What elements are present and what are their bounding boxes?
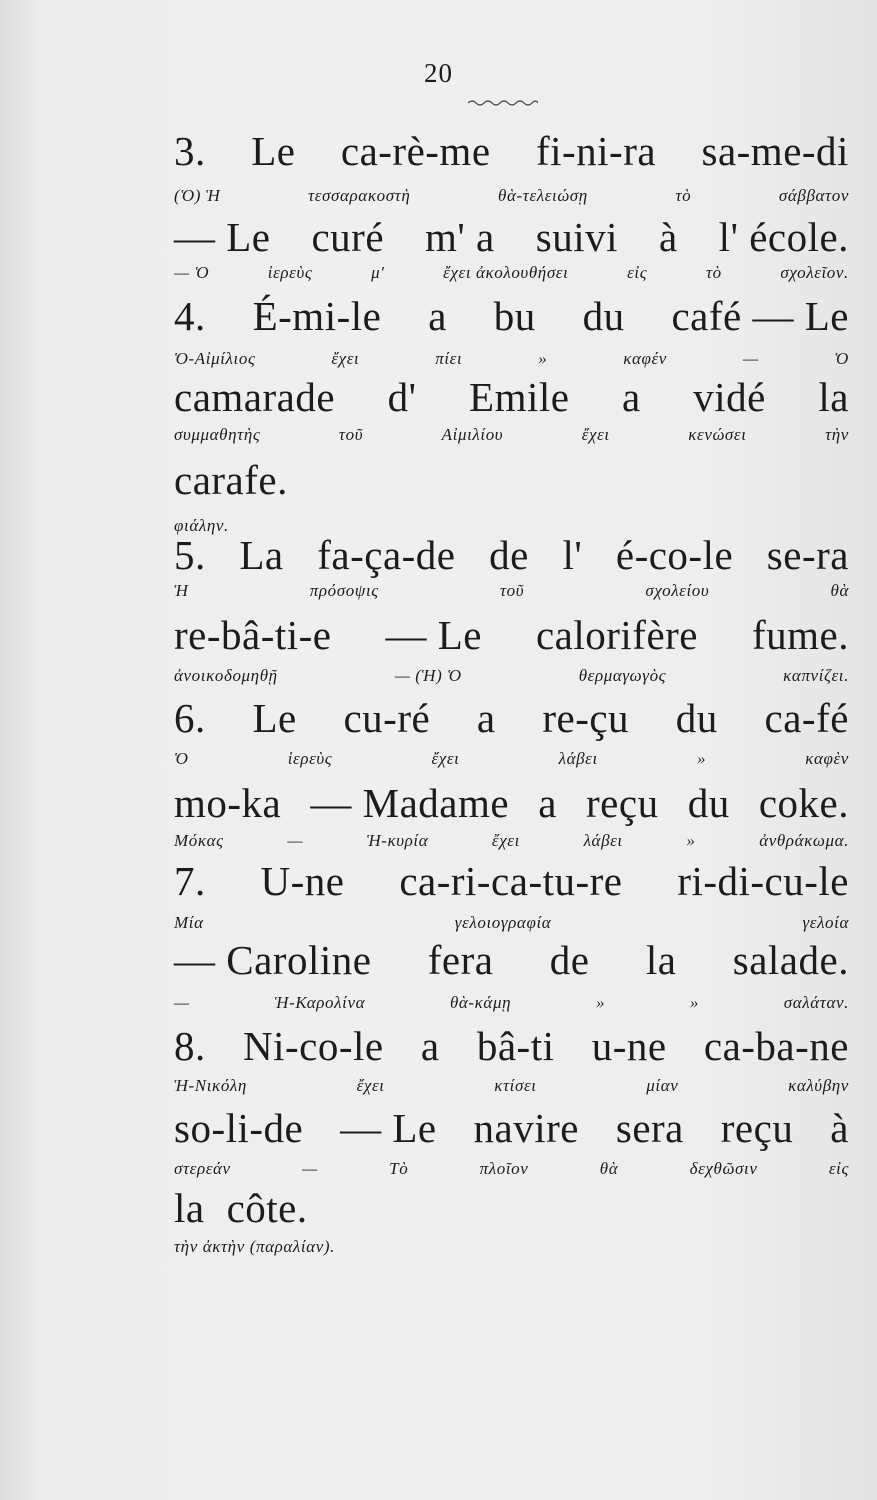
- greek-word: δεχθῶσιν: [689, 1159, 758, 1178]
- greek-word: θὰ-κάμῃ: [449, 993, 512, 1012]
- french-line: [174, 532, 849, 578]
- french-word: bâ-ti: [476, 1023, 555, 1069]
- french-word: sera: [615, 1105, 684, 1151]
- french-word: a: [622, 374, 641, 420]
- french-word: re-çu: [542, 695, 630, 741]
- french-word: a: [428, 293, 447, 339]
- greek-word: θὰ: [599, 1159, 619, 1178]
- greek-gloss-line: [174, 1236, 849, 1258]
- french-word: — Le: [385, 612, 482, 658]
- french-word: — Le: [174, 214, 271, 260]
- french-word: mo-ka: [174, 780, 282, 826]
- greek-word: Τὸ: [389, 1159, 409, 1178]
- greek-word: —: [302, 1159, 318, 1178]
- greek-word: »: [538, 349, 548, 368]
- greek-word: ἱερεὺς: [267, 263, 313, 282]
- greek-word: μίαν: [646, 1076, 679, 1095]
- french-word: ca-ba-ne: [703, 1023, 849, 1069]
- french-word: la: [645, 937, 677, 983]
- french-word: l': [562, 532, 583, 578]
- greek-word: Ἡ-Καρολίνα: [274, 993, 366, 1012]
- greek-gloss-line: [174, 748, 849, 770]
- greek-word: — Ὁ: [174, 263, 210, 282]
- french-word: a: [420, 1023, 440, 1069]
- french-line: [174, 858, 849, 904]
- french-word: coke.: [758, 780, 849, 826]
- greek-gloss-line: [174, 665, 849, 687]
- greek-word: πρόσοψις: [309, 581, 379, 600]
- greek-word: — (Ἡ) Ὁ: [394, 666, 462, 685]
- greek-word: γελοία: [802, 913, 849, 932]
- greek-word: ἔχει: [431, 749, 460, 768]
- greek-word: »: [689, 993, 699, 1012]
- french-word: fume.: [752, 612, 849, 658]
- french-word: é-co-le: [615, 532, 734, 578]
- french-word: Emile: [469, 374, 570, 420]
- french-line: [174, 937, 849, 983]
- french-word: É-mi-le: [252, 293, 382, 339]
- french-line: [174, 612, 849, 658]
- greek-word: »: [686, 831, 696, 850]
- greek-word: τὸ: [675, 186, 692, 205]
- greek-word: τὴν: [825, 425, 849, 444]
- french-word: la: [818, 374, 849, 420]
- french-word: a: [476, 695, 496, 741]
- french-line: [174, 374, 849, 420]
- french-word: de: [489, 532, 529, 578]
- greek-word: Μόκας: [174, 831, 224, 850]
- greek-word: λάβει: [558, 749, 598, 768]
- greek-word: κτίσει: [494, 1076, 537, 1095]
- french-word: — Madame: [310, 780, 510, 826]
- french-line: [174, 1185, 849, 1231]
- french-word: café — Le: [671, 293, 849, 339]
- french-word: côte.: [226, 1185, 308, 1231]
- french-word: de: [549, 937, 590, 983]
- greek-word: καφὲν: [805, 749, 849, 768]
- french-word: ca-ri-ca-tu-re: [399, 858, 623, 904]
- french-word: sa-me-di: [701, 128, 849, 174]
- greek-word: κενώσει: [688, 425, 747, 444]
- greek-gloss-line: [174, 262, 849, 284]
- french-word: so-li-de: [174, 1105, 304, 1151]
- french-word: reçu: [586, 780, 659, 826]
- greek-word: Ὁ: [834, 349, 849, 368]
- greek-word: τὴν ἀκτὴν (παραλίαν).: [174, 1237, 335, 1256]
- greek-word: ἔχει: [331, 349, 360, 368]
- french-line: [174, 695, 849, 741]
- french-word: du: [675, 695, 718, 741]
- french-word: carafe.: [174, 457, 288, 503]
- french-line: [174, 214, 849, 260]
- greek-word: τοῦ: [338, 425, 364, 444]
- french-word: la: [174, 1185, 205, 1231]
- greek-gloss-line: [174, 912, 849, 934]
- greek-word: —: [742, 349, 759, 368]
- greek-word: Μία: [174, 913, 204, 932]
- greek-word: ἔχει ἀκολουθήσει: [443, 263, 569, 282]
- greek-word: »: [595, 993, 606, 1012]
- french-word: ca-fé: [764, 695, 849, 741]
- greek-word: ἱερεὺς: [287, 749, 333, 768]
- greek-word: Αἰμιλίου: [441, 425, 504, 444]
- french-word: 6.: [174, 695, 206, 741]
- french-line: [174, 1023, 849, 1069]
- greek-word: ἔχει: [491, 831, 520, 850]
- greek-word: »: [696, 749, 707, 768]
- greek-gloss-line: [174, 580, 849, 602]
- greek-word: πλοῖον: [479, 1159, 529, 1178]
- french-word: du: [687, 780, 730, 826]
- french-word: camarade: [174, 374, 336, 420]
- greek-word: σχολείου: [645, 581, 710, 600]
- french-word: Le: [252, 695, 297, 741]
- greek-word: ἀνοικοδομηθῇ: [174, 666, 278, 685]
- french-word: 7.: [174, 858, 206, 904]
- greek-word: σαλάταν.: [783, 993, 849, 1012]
- french-word: suivi: [535, 214, 618, 260]
- french-word: se-ra: [766, 532, 849, 578]
- greek-word: ἔχει: [356, 1076, 385, 1095]
- greek-word: —: [174, 993, 190, 1012]
- greek-word: τοῦ: [500, 581, 525, 600]
- french-word: ca-rè-me: [340, 128, 491, 174]
- greek-word: καλύβην: [788, 1076, 849, 1095]
- greek-gloss-line: [174, 424, 849, 446]
- greek-word: Ὁ: [174, 749, 189, 768]
- french-word: Ni-co-le: [243, 1023, 384, 1069]
- greek-word: Ὁ-Αἰμίλιος: [174, 349, 256, 368]
- greek-word: Ἡ-Νικόλη: [174, 1076, 247, 1095]
- french-word: à: [658, 214, 678, 260]
- french-word: a: [538, 780, 557, 826]
- wavy-ornament: [468, 98, 538, 106]
- greek-word: εἰς: [627, 263, 648, 282]
- greek-gloss-line: [174, 185, 849, 207]
- greek-word: Ἡ: [174, 581, 189, 600]
- french-word: ri-di-cu-le: [677, 858, 849, 904]
- french-word: Le: [251, 128, 296, 174]
- french-word: fi-ni-ra: [535, 128, 657, 174]
- greek-word: καπνίζει.: [783, 666, 849, 685]
- french-line: [174, 128, 849, 174]
- french-line: [174, 293, 849, 339]
- greek-word: φιάλην.: [174, 516, 229, 535]
- greek-word: λάβει: [583, 831, 623, 850]
- greek-gloss-line: [174, 1075, 849, 1097]
- greek-word: —: [287, 831, 304, 850]
- french-word: — Caroline: [174, 937, 372, 983]
- greek-word: τεσσαρακοστὴ: [308, 186, 411, 205]
- french-word: 4.: [174, 293, 206, 339]
- greek-word: εἰς: [828, 1159, 849, 1178]
- french-word: salade.: [732, 937, 849, 983]
- french-word: — Le: [340, 1105, 437, 1151]
- french-word: 5.: [174, 532, 206, 578]
- french-word: à: [830, 1105, 849, 1151]
- greek-word: (Ὁ) Ἡ: [174, 186, 221, 205]
- greek-word: Ἡ-κυρία: [366, 831, 429, 850]
- french-word: reçu: [720, 1105, 794, 1151]
- french-word: l' école.: [718, 214, 849, 260]
- greek-word: συμμαθητὴς: [174, 425, 261, 444]
- greek-word: θὰ: [830, 581, 849, 600]
- greek-gloss-line: [174, 830, 849, 852]
- french-word: re-bâ-ti-e: [174, 612, 332, 658]
- greek-word: σάββατον: [778, 186, 849, 205]
- greek-gloss-line: [174, 348, 849, 370]
- french-word: La: [239, 532, 284, 578]
- french-line: [174, 457, 849, 503]
- greek-word: πίει: [435, 349, 463, 368]
- french-word: vidé: [693, 374, 766, 420]
- french-word: du: [582, 293, 625, 339]
- french-word: m' a: [425, 214, 495, 260]
- french-line: [174, 1105, 849, 1151]
- french-word: navire: [473, 1105, 579, 1151]
- greek-word: θερμαγωγὸς: [578, 666, 667, 685]
- greek-word: γελοιογραφία: [454, 913, 552, 932]
- french-word: calorifère: [535, 612, 699, 658]
- greek-word: μ': [371, 263, 385, 282]
- greek-gloss-line: [174, 992, 849, 1014]
- french-word: d': [387, 374, 417, 420]
- greek-word: θὰ-τελειώσῃ: [498, 186, 588, 205]
- french-word: u-ne: [591, 1023, 667, 1069]
- greek-word: τὸ: [705, 263, 722, 282]
- greek-word: στερεάν: [174, 1159, 231, 1178]
- greek-word: ἔχει: [581, 425, 610, 444]
- page-number: 20: [424, 58, 453, 88]
- greek-gloss-line: [174, 1158, 849, 1180]
- french-word: fa-ça-de: [317, 532, 456, 578]
- french-word: fera: [427, 937, 494, 983]
- greek-word: ἀνθράκωμα.: [759, 831, 849, 850]
- french-line: [174, 780, 849, 826]
- french-word: 8.: [174, 1023, 206, 1069]
- french-word: U-ne: [260, 858, 345, 904]
- french-word: 3.: [174, 128, 206, 174]
- french-word: cu-ré: [343, 695, 431, 741]
- greek-word: σχολεῖον.: [780, 263, 849, 282]
- greek-word: καφέν: [623, 349, 667, 368]
- french-word: curé: [311, 214, 385, 260]
- french-word: bu: [493, 293, 536, 339]
